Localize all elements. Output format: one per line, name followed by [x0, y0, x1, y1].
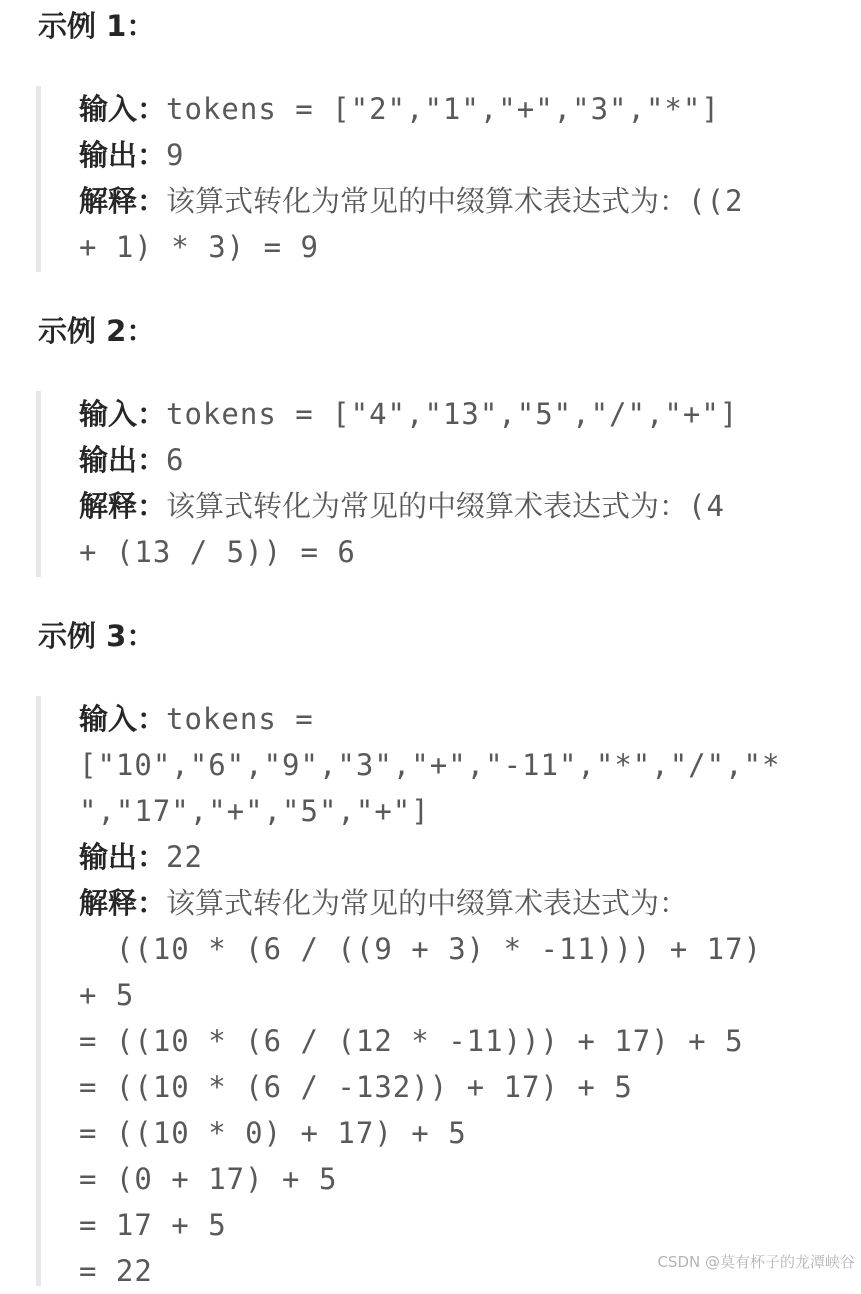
output-label: 输出：	[79, 443, 167, 477]
example-2-heading: 示例 2：	[38, 314, 156, 348]
explain-line	[79, 178, 826, 224]
input-label: 输入：	[79, 397, 167, 431]
input-line	[79, 696, 826, 742]
output-line	[79, 132, 826, 178]
input-label: 输入：	[79, 702, 167, 736]
explain-line	[79, 880, 826, 926]
example-3-heading: 示例 3：	[38, 619, 156, 653]
example-2-block	[36, 391, 826, 577]
explain-text: 该算式转化为常见的中缀算术表达式为：	[166, 184, 689, 218]
explain-text: 该算式转化为常见的中缀算术表达式为：	[166, 886, 689, 920]
explain-step: + 5	[79, 978, 135, 1012]
explain-step: = 17 + 5	[79, 1208, 227, 1242]
explain-continuation: + 1) * 3) = 9	[79, 230, 319, 264]
output-value: 6	[166, 443, 185, 477]
explain-label: 解释：	[79, 489, 167, 523]
explain-continuation: + (13 / 5)) = 6	[79, 535, 356, 569]
input-value: tokens = ["4","13","5","/","+"]	[166, 397, 739, 431]
input-label: 输入：	[79, 92, 167, 126]
input-value: tokens =	[166, 702, 314, 736]
explain-expression: (4	[688, 489, 725, 523]
output-label: 输出：	[79, 840, 167, 874]
input-line	[79, 391, 826, 437]
explain-step: = ((10 * (6 / (12 * -11))) + 17) + 5	[79, 1024, 744, 1058]
explain-step: = ((10 * (6 / -132)) + 17) + 5	[79, 1070, 633, 1104]
input-continuation: ["10","6","9","3","+","-11","*","/","*	[79, 748, 781, 782]
explain-expression: ((2	[688, 184, 744, 218]
example-1-heading: 示例 1：	[38, 9, 156, 43]
input-value: tokens = ["2","1","+","3","*"]	[166, 92, 720, 126]
explain-step: = 22	[79, 1254, 153, 1288]
example-1-block	[36, 86, 826, 272]
explain-label: 解释：	[79, 886, 167, 920]
output-label: 输出：	[79, 138, 167, 172]
output-line	[79, 834, 826, 880]
explain-step: = (0 + 17) + 5	[79, 1162, 338, 1196]
explain-text: 该算式转化为常见的中缀算术表达式为：	[166, 489, 689, 523]
explain-line	[79, 483, 826, 529]
explain-label: 解释：	[79, 184, 167, 218]
explain-step: = ((10 * 0) + 17) + 5	[79, 1116, 467, 1150]
explain-step: ((10 * (6 / ((9 + 3) * -11))) + 17)	[79, 932, 763, 966]
output-value: 22	[166, 840, 203, 874]
output-value: 9	[166, 138, 185, 172]
csdn-watermark: CSDN @莫有杯子的龙潭峡谷	[657, 1253, 855, 1271]
input-continuation: ","17","+","5","+"]	[79, 794, 430, 828]
input-line	[79, 86, 826, 132]
output-line	[79, 437, 826, 483]
example-3-block	[36, 696, 826, 1286]
